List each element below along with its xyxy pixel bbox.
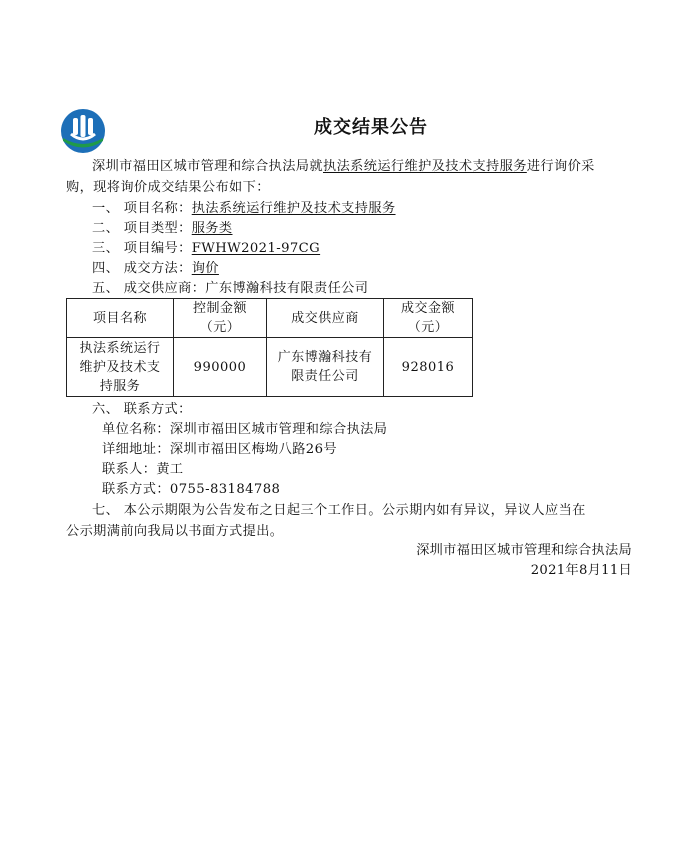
signature-org: 深圳市福田区城市管理和综合执法局 (416, 543, 632, 558)
intro-line-1: 深圳市福田区城市管理和综合执法局就执法系统运行维护及技术支持服务进行询价采 (92, 159, 595, 174)
signature-date: 2021年8月11日 (530, 563, 632, 578)
page-title: 成交结果公告 (314, 117, 428, 138)
item-project-type: 二、 项目类型：服务类 (92, 221, 233, 236)
header-deal-amount: 成交金额（元） (384, 299, 473, 338)
item-project-code: 三、 项目编号：FWHW2021-97CG (92, 241, 321, 256)
intro-line-2: 购，现将询价成交结果公布如下： (66, 180, 270, 195)
header-project-name: 项目名称 (67, 299, 174, 338)
table-row (67, 338, 473, 397)
cell-supplier: 广东博瀚科技有限责任公司 (267, 338, 384, 397)
contact-person: 联系人：黄工 (102, 462, 184, 477)
intro-project-name: 执法系统运行维护及技术支持服务 (323, 159, 527, 174)
result-table (66, 298, 473, 397)
cell-project-name: 执法系统运行维护及技术支持服务 (67, 338, 174, 397)
contact-phone: 联系方式：0755-83184788 (102, 482, 281, 497)
header-supplier: 成交供应商 (267, 299, 384, 338)
contact-address: 详细地址：深圳市福田区梅坳八路26号 (102, 442, 337, 457)
item-deal-method: 四、 成交方法：询价 (92, 261, 219, 276)
item-project-name: 一、 项目名称：执法系统运行维护及技术支持服务 (92, 201, 396, 216)
header-control-amount: 控制金额（元） (174, 299, 267, 338)
cell-deal-amount: 928016 (384, 338, 473, 397)
notice-line-2: 公示期满前向我局以书面方式提出。 (66, 524, 284, 539)
contact-heading: 六、 联系方式： (92, 402, 192, 417)
item-supplier: 五、 成交供应商：广东博瀚科技有限责任公司 (92, 281, 369, 296)
contact-unit: 单位名称：深圳市福田区城市管理和综合执法局 (102, 422, 388, 437)
cell-control-amount: 990000 (174, 338, 267, 397)
table-header-row (67, 299, 473, 338)
notice-line-1: 七、 本公示期限为公告发布之日起三个工作日。公示期内如有异议，异议人应当在 (92, 503, 586, 518)
